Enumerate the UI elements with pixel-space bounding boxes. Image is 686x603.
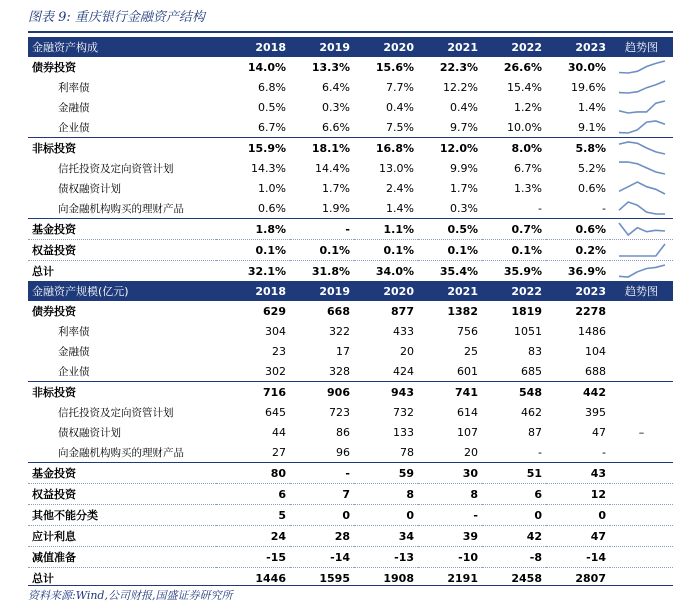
value-cell: 44: [272, 425, 286, 439]
value-cell: 1446: [216, 568, 290, 589]
value-cell: 0.7%: [482, 219, 546, 240]
value-cell: 688: [585, 364, 606, 378]
value-cell: 35.4%: [418, 261, 482, 282]
value-cell: 133: [393, 425, 414, 439]
table-row: [28, 240, 673, 261]
row-label: 企业债: [58, 365, 90, 378]
value-cell: 0: [546, 505, 610, 526]
value-cell: 34: [354, 526, 418, 547]
trend-cell: [610, 178, 673, 198]
table-row: [28, 442, 673, 463]
table-row: [28, 382, 673, 403]
value-cell: -: [602, 445, 606, 459]
value-cell: 14.3%: [251, 161, 286, 175]
table-row: [28, 261, 673, 282]
year-header: 2021: [418, 281, 482, 301]
sparkline: [619, 101, 665, 113]
value-cell: 7.5%: [386, 120, 414, 134]
table-row: [28, 422, 673, 442]
table-row: [28, 219, 673, 240]
sparkline-chart: [617, 200, 667, 216]
value-cell: -10: [418, 547, 482, 568]
value-cell: 16.8%: [354, 138, 418, 159]
value-cell: 6.7%: [258, 120, 286, 134]
row-label: 应计利息: [28, 526, 216, 547]
row-label: 基金投资: [28, 463, 216, 484]
value-cell: 1908: [354, 568, 418, 589]
value-cell: 601: [457, 364, 478, 378]
sparkline-chart: [617, 140, 667, 156]
value-cell: 0: [482, 505, 546, 526]
value-cell: 13.3%: [311, 60, 350, 74]
year-header: 2019: [290, 281, 354, 301]
value-cell: -13: [354, 547, 418, 568]
trend-cell: [610, 341, 673, 361]
value-cell: 1.8%: [216, 219, 290, 240]
section2-header-row: [28, 281, 673, 301]
trend-cell: [610, 57, 673, 77]
value-cell: 5.8%: [546, 138, 610, 159]
value-cell: 83: [528, 344, 542, 358]
value-cell: 906: [290, 382, 354, 403]
row-label: 利率债: [58, 81, 90, 94]
row-label: 总计: [28, 568, 216, 589]
trend-cell: [610, 77, 673, 97]
value-cell: 31.8%: [290, 261, 354, 282]
value-cell: 15.9%: [216, 138, 290, 159]
value-cell: 10.0%: [507, 120, 542, 134]
value-cell: 1486: [578, 324, 606, 338]
value-cell: 0: [354, 505, 418, 526]
trend-header: 趋势图: [610, 37, 673, 57]
trend-cell: [610, 402, 673, 422]
row-label: 利率债: [58, 325, 90, 338]
section2-header-label: 金融资产规模(亿元): [28, 281, 216, 301]
value-cell: 8: [418, 484, 482, 505]
value-cell: 17: [336, 344, 350, 358]
row-label: 向金融机构购买的理财产品: [58, 446, 184, 459]
value-cell: 87: [528, 425, 542, 439]
value-cell: 1.4%: [578, 100, 606, 114]
trend-cell: [610, 505, 673, 526]
row-label: 企业债: [58, 121, 90, 134]
table-row: [28, 57, 673, 77]
section1-header-row: [28, 37, 673, 57]
value-cell: 0.4%: [386, 100, 414, 114]
value-cell: 2191: [418, 568, 482, 589]
value-cell: 20: [400, 344, 414, 358]
trend-cell: [610, 484, 673, 505]
value-cell: 15.4%: [507, 80, 542, 94]
sparkline: [619, 121, 665, 133]
value-cell: 18.1%: [290, 138, 354, 159]
year-header: 2023: [546, 281, 610, 301]
value-cell: 0: [290, 505, 354, 526]
value-cell: 0.3%: [450, 201, 478, 215]
value-cell: 723: [329, 405, 350, 419]
year-header: 2021: [418, 37, 482, 57]
value-cell: 1.1%: [354, 219, 418, 240]
value-cell: 34.0%: [354, 261, 418, 282]
value-cell: 78: [400, 445, 414, 459]
trend-cell: [610, 442, 673, 463]
sparkline: [619, 162, 665, 174]
value-cell: 0.1%: [216, 240, 290, 261]
sparkline-chart: [617, 221, 667, 237]
value-cell: 0.6%: [258, 201, 286, 215]
value-cell: 1819: [511, 304, 542, 318]
value-cell: 15.6%: [375, 60, 414, 74]
sparkline-chart: [617, 119, 667, 135]
financial-asset-table: [28, 37, 673, 588]
value-cell: 6: [216, 484, 290, 505]
trend-cell: [610, 138, 673, 159]
table-row: [28, 178, 673, 198]
trend-cell: [610, 219, 673, 240]
value-cell: 433: [393, 324, 414, 338]
value-cell: -14: [290, 547, 354, 568]
value-cell: 5.2%: [578, 161, 606, 175]
year-header: 2018: [216, 37, 290, 57]
row-label: 金融债: [58, 101, 90, 114]
value-cell: 25: [464, 344, 478, 358]
sparkline-chart: [617, 242, 667, 258]
value-cell: 1.4%: [386, 201, 414, 215]
value-cell: 80: [216, 463, 290, 484]
figure-title: 图表 9: 重庆银行金融资产结构: [28, 10, 205, 25]
trend-cell: [610, 261, 673, 282]
value-cell: 2807: [546, 568, 610, 589]
value-cell: 0.6%: [546, 219, 610, 240]
value-cell: 7: [290, 484, 354, 505]
value-cell: -15: [216, 547, 290, 568]
value-cell: 9.7%: [450, 120, 478, 134]
value-cell: 14.4%: [315, 161, 350, 175]
year-header: 2019: [290, 37, 354, 57]
value-cell: 6.8%: [258, 80, 286, 94]
table-row: [28, 463, 673, 484]
value-cell: 2.4%: [386, 181, 414, 195]
value-cell: 304: [265, 324, 286, 338]
table-row: [28, 402, 673, 422]
value-cell: 1.7%: [322, 181, 350, 195]
sparkline-chart: [617, 59, 667, 75]
value-cell: 27: [272, 445, 286, 459]
value-cell: 645: [265, 405, 286, 419]
table-row: [28, 361, 673, 382]
value-cell: 1051: [514, 324, 542, 338]
value-cell: 30.0%: [567, 60, 606, 74]
row-label: 减值准备: [28, 547, 216, 568]
sparkline: [619, 223, 665, 235]
value-cell: 0.2%: [546, 240, 610, 261]
value-cell: 442: [546, 382, 610, 403]
value-cell: 0.6%: [578, 181, 606, 195]
row-label: 权益投资: [28, 484, 216, 505]
value-cell: 328: [329, 364, 350, 378]
value-cell: 1595: [290, 568, 354, 589]
row-label: 权益投资: [28, 240, 216, 261]
section1-header-label: 金融资产构成: [28, 37, 216, 57]
value-cell: 20: [464, 445, 478, 459]
table-row: [28, 158, 673, 178]
table-row: [28, 138, 673, 159]
value-cell: 47: [546, 526, 610, 547]
table-row: [28, 97, 673, 117]
value-cell: 43: [546, 463, 610, 484]
trend-cell: [610, 158, 673, 178]
value-cell: 9.1%: [578, 120, 606, 134]
sparkline: [619, 182, 665, 194]
trend-cell: [610, 547, 673, 568]
value-cell: 741: [418, 382, 482, 403]
value-cell: 36.9%: [546, 261, 610, 282]
value-cell: 107: [457, 425, 478, 439]
value-cell: 0.1%: [290, 240, 354, 261]
source-note: 资料来源:Wind,公司财报,国盛证券研究所: [28, 589, 233, 602]
value-cell: 26.6%: [503, 60, 542, 74]
year-header: 2020: [354, 281, 418, 301]
sparkline: [619, 202, 665, 214]
value-cell: 59: [354, 463, 418, 484]
value-cell: 86: [336, 425, 350, 439]
value-cell: 1.9%: [322, 201, 350, 215]
table-row: [28, 341, 673, 361]
value-cell: 0.1%: [354, 240, 418, 261]
year-header: 2018: [216, 281, 290, 301]
row-label: 其他不能分类: [28, 505, 216, 526]
value-cell: 32.1%: [216, 261, 290, 282]
value-cell: 39: [418, 526, 482, 547]
value-cell: 6: [482, 484, 546, 505]
value-cell: 1.2%: [514, 100, 542, 114]
value-cell: 0.5%: [418, 219, 482, 240]
value-cell: 614: [457, 405, 478, 419]
value-cell: -: [290, 219, 354, 240]
value-cell: 6.7%: [514, 161, 542, 175]
table-row: [28, 526, 673, 547]
value-cell: 877: [391, 304, 414, 318]
value-cell: -: [290, 463, 354, 484]
row-label: 债券投资: [32, 305, 76, 318]
value-cell: -: [538, 201, 542, 215]
value-cell: 685: [521, 364, 542, 378]
value-cell: 1.7%: [450, 181, 478, 195]
trend-cell: [610, 382, 673, 403]
value-cell: 47: [592, 425, 606, 439]
sparkline-chart: [617, 99, 667, 115]
row-label: 非标投资: [28, 382, 216, 403]
value-cell: 42: [482, 526, 546, 547]
value-cell: 35.9%: [482, 261, 546, 282]
trend-cell: [610, 240, 673, 261]
sparkline: [619, 244, 665, 256]
value-cell: 6.6%: [322, 120, 350, 134]
sparkline: [619, 142, 665, 154]
value-cell: 322: [329, 324, 350, 338]
table-row: [28, 547, 673, 568]
trend-cell: [610, 301, 673, 321]
value-cell: 0.1%: [418, 240, 482, 261]
value-cell: 0.4%: [450, 100, 478, 114]
value-cell: 732: [393, 405, 414, 419]
value-cell: 302: [265, 364, 286, 378]
value-cell: 629: [263, 304, 286, 318]
value-cell: 7.7%: [386, 80, 414, 94]
value-cell: 1.0%: [258, 181, 286, 195]
value-cell: 1382: [447, 304, 478, 318]
trend-cell: [610, 361, 673, 382]
trend-cell: [610, 97, 673, 117]
value-cell: 13.0%: [379, 161, 414, 175]
value-cell: 24: [216, 526, 290, 547]
value-cell: -: [418, 505, 482, 526]
top-rule: [28, 31, 673, 33]
value-cell: -: [538, 445, 542, 459]
value-cell: 1.3%: [514, 181, 542, 195]
row-label: 金融债: [58, 345, 90, 358]
year-header: 2020: [354, 37, 418, 57]
row-label: 债权融资计划: [58, 426, 121, 439]
row-label: 信托投资及定向资管计划: [58, 406, 174, 419]
value-cell: -14: [546, 547, 610, 568]
value-cell: -: [602, 201, 606, 215]
sparkline-chart: [617, 263, 667, 279]
row-label: 债权融资计划: [58, 182, 121, 195]
value-cell: 12.0%: [418, 138, 482, 159]
value-cell: 548: [482, 382, 546, 403]
year-header: 2022: [482, 37, 546, 57]
sparkline: [619, 61, 665, 73]
value-cell: 0.5%: [258, 100, 286, 114]
value-cell: 8: [354, 484, 418, 505]
value-cell: 23: [272, 344, 286, 358]
value-cell: 104: [585, 344, 606, 358]
trend-cell: [610, 463, 673, 484]
table-row: [28, 117, 673, 138]
trend-cell: [610, 526, 673, 547]
sparkline: [619, 265, 665, 277]
value-cell: 12: [546, 484, 610, 505]
row-label: 非标投资: [28, 138, 216, 159]
row-label: 基金投资: [28, 219, 216, 240]
row-label: 债券投资: [32, 61, 76, 74]
value-cell: 30: [418, 463, 482, 484]
value-cell: 716: [216, 382, 290, 403]
table-row: [28, 484, 673, 505]
value-cell: 6.4%: [322, 80, 350, 94]
value-cell: 9.9%: [450, 161, 478, 175]
table-row: [28, 321, 673, 341]
value-cell: 5: [216, 505, 290, 526]
value-cell: 22.3%: [439, 60, 478, 74]
table-row: [28, 505, 673, 526]
table-row: [28, 198, 673, 219]
value-cell: 395: [585, 405, 606, 419]
row-label: 总计: [28, 261, 216, 282]
bottom-rule: [28, 585, 673, 586]
row-label: 信托投资及定向资管计划: [58, 162, 174, 175]
trend-header: 趋势图: [610, 281, 673, 301]
value-cell: 756: [457, 324, 478, 338]
value-cell: -8: [482, 547, 546, 568]
trend-cell: [610, 321, 673, 341]
sparkline-chart: [617, 160, 667, 176]
table-row: [28, 77, 673, 97]
value-cell: 51: [482, 463, 546, 484]
value-cell: 12.2%: [443, 80, 478, 94]
trend-cell: –: [638, 425, 645, 439]
sparkline-chart: [617, 180, 667, 196]
value-cell: 8.0%: [482, 138, 546, 159]
value-cell: 0.1%: [482, 240, 546, 261]
value-cell: 462: [521, 405, 542, 419]
value-cell: 19.6%: [571, 80, 606, 94]
value-cell: 2278: [575, 304, 606, 318]
value-cell: 943: [354, 382, 418, 403]
value-cell: 96: [336, 445, 350, 459]
sparkline-chart: [617, 79, 667, 95]
value-cell: 668: [327, 304, 350, 318]
value-cell: 0.3%: [322, 100, 350, 114]
sparkline: [619, 81, 665, 93]
value-cell: 14.0%: [247, 60, 286, 74]
value-cell: 424: [393, 364, 414, 378]
value-cell: 28: [290, 526, 354, 547]
year-header: 2023: [546, 37, 610, 57]
year-header: 2022: [482, 281, 546, 301]
row-label: 向金融机构购买的理财产品: [58, 202, 184, 215]
trend-cell: [610, 198, 673, 219]
trend-cell: [610, 117, 673, 138]
table-row: [28, 301, 673, 321]
value-cell: 2458: [482, 568, 546, 589]
